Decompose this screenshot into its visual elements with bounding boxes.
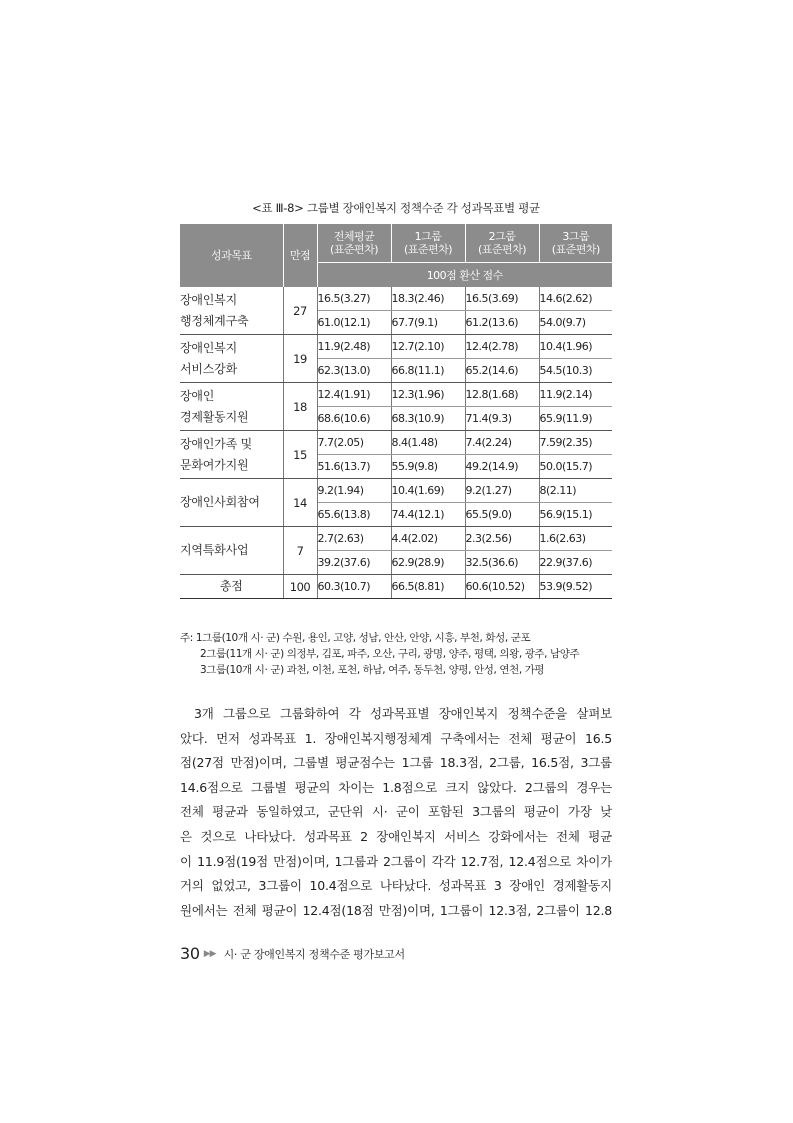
converted-score-cell: 68.3(10.9) [391, 407, 465, 431]
total-score-cell: 60.6(10.52) [465, 575, 539, 599]
converted-score-cell: 54.0(9.7) [539, 311, 612, 335]
raw-score-cell: 8.4(1.48) [391, 431, 465, 455]
header-col: 2그룹 (표준편차) [465, 224, 539, 263]
header-subheader: 100점 환산 점수 [317, 263, 612, 288]
page-number: 30 [180, 944, 200, 963]
goal-label: 장애인 경제활동지원 [180, 383, 283, 431]
raw-score-cell: 16.5(3.69) [465, 287, 539, 311]
raw-score-cell: 7.4(2.24) [465, 431, 539, 455]
raw-score-cell: 10.4(1.69) [391, 479, 465, 503]
converted-score-cell: 68.6(10.6) [317, 407, 391, 431]
note-line: 주: 1그룹(10개 시· 군) 수원, 용인, 고양, 성남, 안산, 안양, 시흥, 부천, 화성, 군포 [180, 632, 531, 644]
table-row [180, 335, 612, 359]
raw-score-cell: 10.4(1.96) [539, 335, 612, 359]
table-body [180, 287, 612, 599]
table-caption: <표 Ⅲ-8> 그룹별 장애인복지 정책수준 각 성과목표별 평균 [252, 201, 540, 215]
header-col: 3그룹 (표준편차) [539, 224, 612, 263]
converted-score-cell: 67.7(9.1) [391, 311, 465, 335]
raw-score-cell: 7.59(2.35) [539, 431, 612, 455]
body-line: 았다. 먼저 성과목표 1. 장애인복지행정체계 구축에서는 전체 평균이 16.5 [180, 730, 612, 746]
raw-score-cell: 11.9(2.48) [317, 335, 391, 359]
converted-score-cell: 65.5(9.0) [465, 503, 539, 527]
total-label: 총점 [180, 575, 283, 599]
header-col: 1그룹 (표준편차) [391, 224, 465, 263]
converted-score-cell: 22.9(37.6) [539, 551, 612, 575]
body-line: 거의 없었고, 3그룹이 10.4점으로 나타났다. 성과목표 3 장애인 경제활동지 [180, 878, 612, 894]
body-line: 원에서는 전체 평균이 12.4점(18점 만점)이며, 1그룹이 12.3점, 2그룹이 12.8 [180, 902, 612, 918]
raw-score-cell: 12.8(1.68) [465, 383, 539, 407]
raw-score-cell: 16.5(3.27) [317, 287, 391, 311]
max-score: 27 [283, 287, 317, 335]
goal-label: 장애인복지 서비스강화 [180, 335, 283, 383]
converted-score-cell: 65.9(11.9) [539, 407, 612, 431]
body-line: 전체 평균과 동일하였고, 군단위 시· 군이 포함된 3그룹의 평균이 가장 낮 [180, 804, 612, 820]
converted-score-cell: 61.2(13.6) [465, 311, 539, 335]
body-paragraph [180, 702, 612, 923]
table-row [180, 527, 612, 551]
raw-score-cell: 14.6(2.62) [539, 287, 612, 311]
converted-score-cell: 74.4(12.1) [391, 503, 465, 527]
goal-label: 장애인복지 행정체계구축 [180, 287, 283, 335]
converted-score-cell: 61.0(12.1) [317, 311, 391, 335]
score-table [180, 224, 612, 599]
raw-score-cell: 12.3(1.96) [391, 383, 465, 407]
raw-score-cell: 12.4(1.91) [317, 383, 391, 407]
converted-score-cell: 32.5(36.6) [465, 551, 539, 575]
converted-score-cell: 49.2(14.9) [465, 455, 539, 479]
max-score: 19 [283, 335, 317, 383]
raw-score-cell: 8(2.11) [539, 479, 612, 503]
raw-score-cell: 9.2(1.27) [465, 479, 539, 503]
table-row [180, 383, 612, 407]
total-row [180, 575, 612, 599]
raw-score-cell: 9.2(1.94) [317, 479, 391, 503]
converted-score-cell: 62.3(13.0) [317, 359, 391, 383]
body-line: 이 11.9점(19점 만점)이며, 1그룹과 2그룹이 각각 12.7점, 12.4점으로 차이가 [180, 853, 612, 869]
raw-score-cell: 11.9(2.14) [539, 383, 612, 407]
body-line: 점(27점 만점)이며, 그룹별 평균점수는 1그룹 18.3점, 2그룹, 16.5점, 3그룹 [180, 755, 612, 771]
arrow-icon: ▶▶ [203, 948, 216, 959]
converted-score-cell: 71.4(9.3) [465, 407, 539, 431]
body-line: 14.6점으로 그룹별 평균의 차이는 1.8점으로 크지 않았다. 2그룹의 경우는 [180, 779, 612, 795]
raw-score-cell: 7.7(2.05) [317, 431, 391, 455]
raw-score-cell: 12.4(2.78) [465, 335, 539, 359]
raw-score-cell: 2.7(2.63) [317, 527, 391, 551]
note-line: 3그룹(10개 시· 군) 과천, 이천, 포천, 하남, 여주, 동두천, 양평, 안성, 연천, 가평 [200, 664, 545, 676]
converted-score-cell: 65.2(14.6) [465, 359, 539, 383]
total-max: 100 [283, 575, 317, 599]
converted-score-cell: 50.0(15.7) [539, 455, 612, 479]
body-line: 3개 그룹으로 그룹화하여 각 성과목표별 장애인복지 정책수준을 살펴보 [194, 706, 612, 721]
converted-score-cell: 66.8(11.1) [391, 359, 465, 383]
converted-score-cell: 39.2(37.6) [317, 551, 391, 575]
converted-score-cell: 56.9(15.1) [539, 503, 612, 527]
total-score-cell: 60.3(10.7) [317, 575, 391, 599]
converted-score-cell: 54.5(10.3) [539, 359, 612, 383]
raw-score-cell: 1.6(2.63) [539, 527, 612, 551]
header-max: 만점 [283, 224, 317, 287]
table-notes [180, 630, 579, 678]
table-row [180, 287, 612, 311]
max-score: 7 [283, 527, 317, 575]
converted-score-cell: 55.9(9.8) [391, 455, 465, 479]
header-goal: 성과목표 [180, 224, 283, 287]
page-footer [180, 944, 405, 963]
raw-score-cell: 2.3(2.56) [465, 527, 539, 551]
converted-score-cell: 65.6(13.8) [317, 503, 391, 527]
raw-score-cell: 12.7(2.10) [391, 335, 465, 359]
goal-label: 지역특화사업 [180, 527, 283, 575]
max-score: 14 [283, 479, 317, 527]
table-row [180, 431, 612, 455]
body-line: 은 것으로 나타났다. 성과목표 2 장애인복지 서비스 강화에서는 전체 평균 [180, 828, 612, 844]
goal-label: 장애인사회참여 [180, 479, 283, 527]
header-col: 전체평균 (표준편차) [317, 224, 391, 263]
max-score: 18 [283, 383, 317, 431]
footer-title: 시· 군 장애인복지 정책수준 평가보고서 [223, 947, 405, 961]
converted-score-cell: 62.9(28.9) [391, 551, 465, 575]
total-score-cell: 66.5(8.81) [391, 575, 465, 599]
converted-score-cell: 51.6(13.7) [317, 455, 391, 479]
max-score: 15 [283, 431, 317, 479]
table-row [180, 479, 612, 503]
raw-score-cell: 18.3(2.46) [391, 287, 465, 311]
goal-label: 장애인가족 및 문화여가지원 [180, 431, 283, 479]
total-score-cell: 53.9(9.52) [539, 575, 612, 599]
note-line: 2그룹(11개 시· 군) 의정부, 김포, 파주, 오산, 구리, 광명, 양주, 평택, 의왕, 광주, 남양주 [200, 648, 580, 660]
raw-score-cell: 4.4(2.02) [391, 527, 465, 551]
